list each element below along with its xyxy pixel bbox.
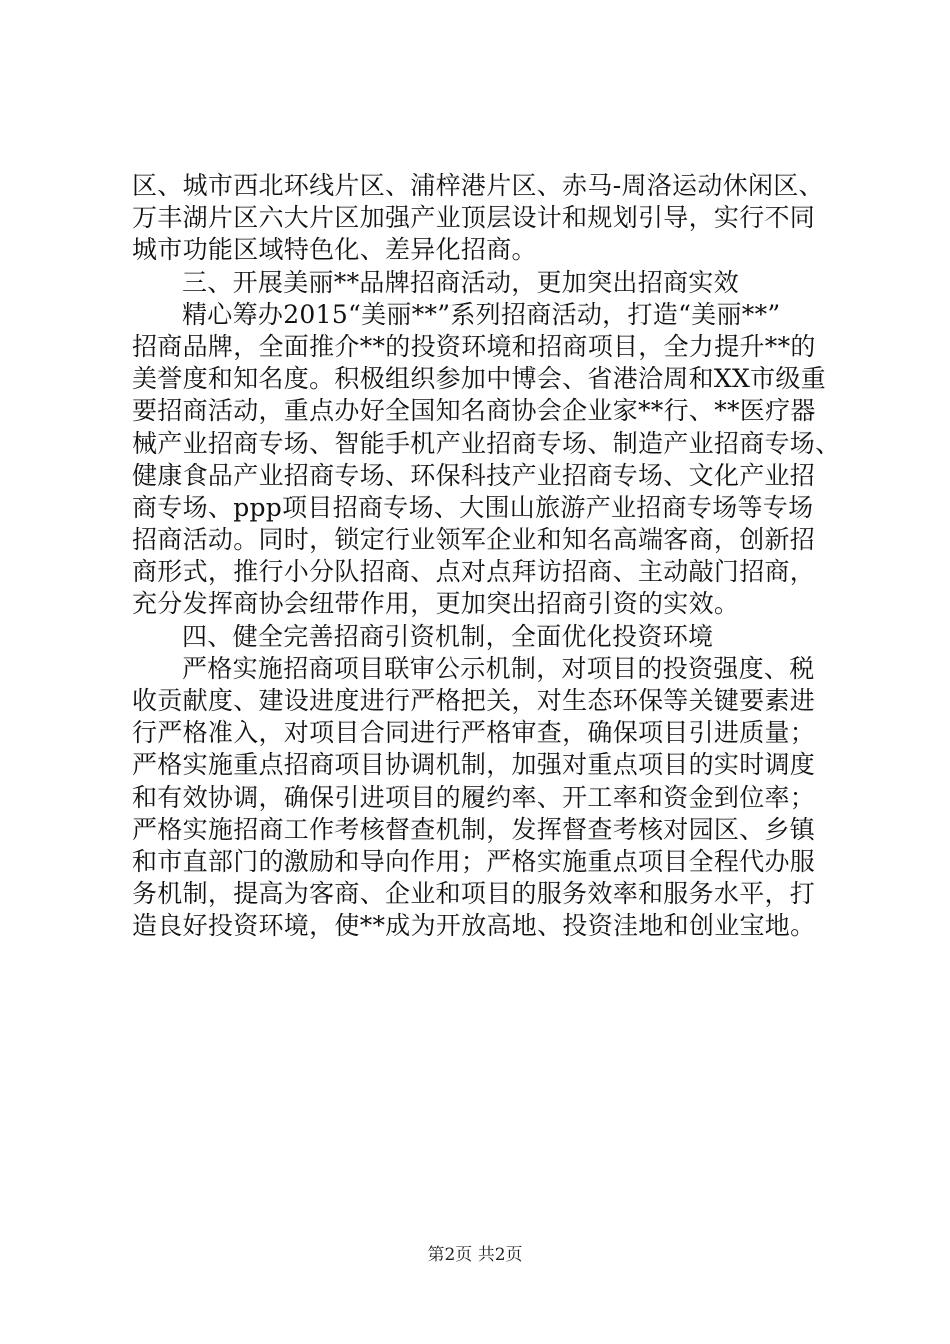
text-line: 招商品牌，全面推介**的投资环境和招商项目，全力提升**的	[132, 331, 816, 361]
text-line: 和有效协调，确保引进项目的履约率、开工率和资金到位率；	[132, 782, 816, 812]
text-line: 要招商活动，重点办好全国知名商协会企业家**行、**医疗器	[132, 396, 816, 426]
text-line: 严格实施招商项目联审公示机制，对项目的投资强度、税	[182, 653, 815, 683]
text-line: 区、城市西北环线片区、浦梓港片区、赤马-周洛运动休闲区、	[132, 171, 824, 200]
section-heading-3: 三、开展美丽**品牌招商活动，更加突出招商实效	[182, 267, 739, 297]
section-heading-4: 四、健全完善招商引资机制，全面优化投资环境	[182, 621, 714, 651]
page-footer: 第2页 共2页	[427, 1245, 523, 1265]
text-line: 行严格准入，对项目合同进行严格审查，确保项目引进质量；	[132, 718, 816, 748]
text-line: 健康食品产业招商专场、环保科技产业招商专场、文化产业招	[132, 460, 816, 490]
text-line: 和市直部门的激励和导向作用；严格实施重点项目全程代办服	[132, 846, 816, 876]
text-line: 万丰湖片区六大片区加强产业顶层设计和规划引导，实行不同	[132, 203, 816, 233]
text-line: 充分发挥商协会纽带作用，更加突出招商引资的实效。	[132, 589, 740, 619]
text-line: 商专场、ppp项目招商专场、大围山旅游产业招商专场等专场	[132, 492, 814, 522]
text-line: 精心筹办2015“美丽**”系列招商活动，打造“美丽**”	[182, 299, 781, 329]
text-line: 城市功能区域特色化、差异化招商。	[132, 235, 537, 265]
text-line: 务机制，提高为客商、企业和项目的服务效率和服务水平，打	[132, 879, 816, 909]
text-line: 严格实施招商工作考核督查机制，发挥督查考核对园区、乡镇	[132, 814, 816, 844]
text-line: 造良好投资环境，使**成为开放高地、投资洼地和创业宝地。	[132, 911, 816, 941]
text-line: 美誉度和知名度。积极组织参加中博会、省港洽周和XX市级重	[132, 364, 826, 394]
text-line: 械产业招商专场、智能手机产业招商专场、制造产业招商专场、	[132, 428, 841, 458]
text-line: 商形式，推行小分队招商、点对点拜访招商、主动敲门招商，	[132, 557, 816, 587]
text-line: 收贡献度、建设进度进行严格把关，对生态环保等关键要素进	[132, 686, 816, 715]
text-line: 严格实施重点招商项目协调机制，加强对重点项目的实时调度	[132, 750, 816, 780]
text-line: 招商活动。同时，锁定行业领军企业和知名高端客商，创新招	[132, 525, 816, 555]
document-body	[132, 170, 841, 943]
